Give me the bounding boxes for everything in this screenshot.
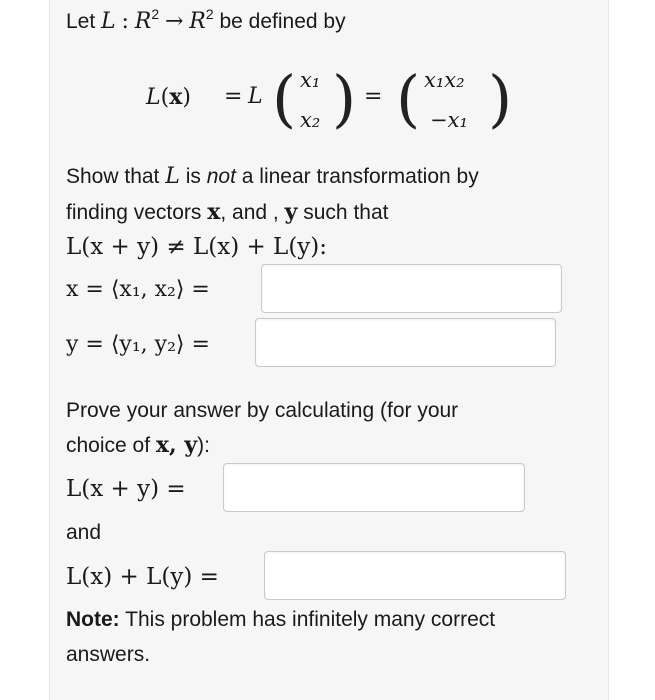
prompt-x: x (207, 199, 221, 225)
note-line-1 (66, 606, 495, 634)
def-lhs-L: L (146, 85, 161, 110)
prove-xy: x, y (155, 432, 198, 458)
note-label: Note: (66, 608, 120, 631)
intro-map-L: L (101, 9, 116, 34)
def-in-top: x₁ (300, 68, 321, 92)
def-in-bot: x₂ (300, 108, 321, 132)
intro-defined-by: be defined by (219, 10, 346, 33)
intro-codomain-exp: 2 (205, 6, 214, 22)
def-eq-2: = (364, 84, 383, 109)
prompt-line-2 (66, 198, 388, 227)
y-vector-input[interactable] (255, 318, 556, 367)
prompt-rest: a linear transformation by (241, 165, 479, 188)
prompt-L: L (165, 164, 180, 189)
intro-domain: R (134, 9, 152, 34)
definition-lhs: L(x) (146, 84, 191, 110)
x-field-label: x = ⟨x₁, x₂⟩ = (66, 277, 210, 302)
prompt-finding-vectors: finding vectors (66, 201, 202, 224)
intro-domain-exp: 2 (151, 6, 160, 22)
intro-colon: : (121, 9, 129, 34)
def-L-applied: L (248, 84, 263, 109)
lsum-label: L(x) + L(y) = (66, 564, 219, 590)
intro-codomain: R (189, 9, 206, 34)
prompt-not: not (206, 165, 236, 188)
prove-line-1: Prove your answer by calculating (for your (66, 399, 459, 422)
intro-line (66, 8, 346, 37)
l-x-plus-y-input[interactable] (223, 463, 525, 512)
def-lhs-x: x (169, 84, 183, 110)
prompt-line-1 (66, 163, 479, 191)
lxy-label: L(x + y) = (66, 476, 186, 502)
prove-line-2 (66, 431, 210, 460)
def-paren-left-1: ( (272, 62, 297, 135)
intro-let: Let (66, 10, 96, 33)
intro-arrow: → (164, 9, 184, 34)
def-out-bot: −x₁ (430, 108, 468, 132)
x-vector-input[interactable] (261, 264, 562, 313)
prompt-such-that: such that (303, 201, 389, 224)
def-out-top: x₁x₂ (424, 68, 465, 92)
note-line-2: answers. (66, 643, 151, 666)
prompt-show-that: Show that (66, 165, 160, 188)
note-text: This problem has infinitely many correct (125, 608, 496, 631)
def-eq-1: = (224, 84, 243, 109)
prove-close: ): (197, 434, 210, 457)
def-paren-left-2: ( (396, 62, 421, 135)
def-paren-right-1: ) (332, 62, 357, 135)
prompt-condition: L(x + y) ≠ L(x) + L(y): (66, 234, 328, 260)
y-field-label: y = ⟨y₁, y₂⟩ = (66, 332, 210, 357)
and-text: and (66, 521, 102, 544)
def-paren-right-2: ) (488, 62, 513, 135)
prove-choice-of: choice of (66, 434, 151, 457)
l-x-plus-l-y-input[interactable] (264, 551, 566, 600)
prompt-y: y (284, 199, 298, 225)
prompt-and: , and , (220, 201, 279, 224)
prompt-is: is (185, 165, 201, 188)
definition-equation (146, 62, 546, 142)
